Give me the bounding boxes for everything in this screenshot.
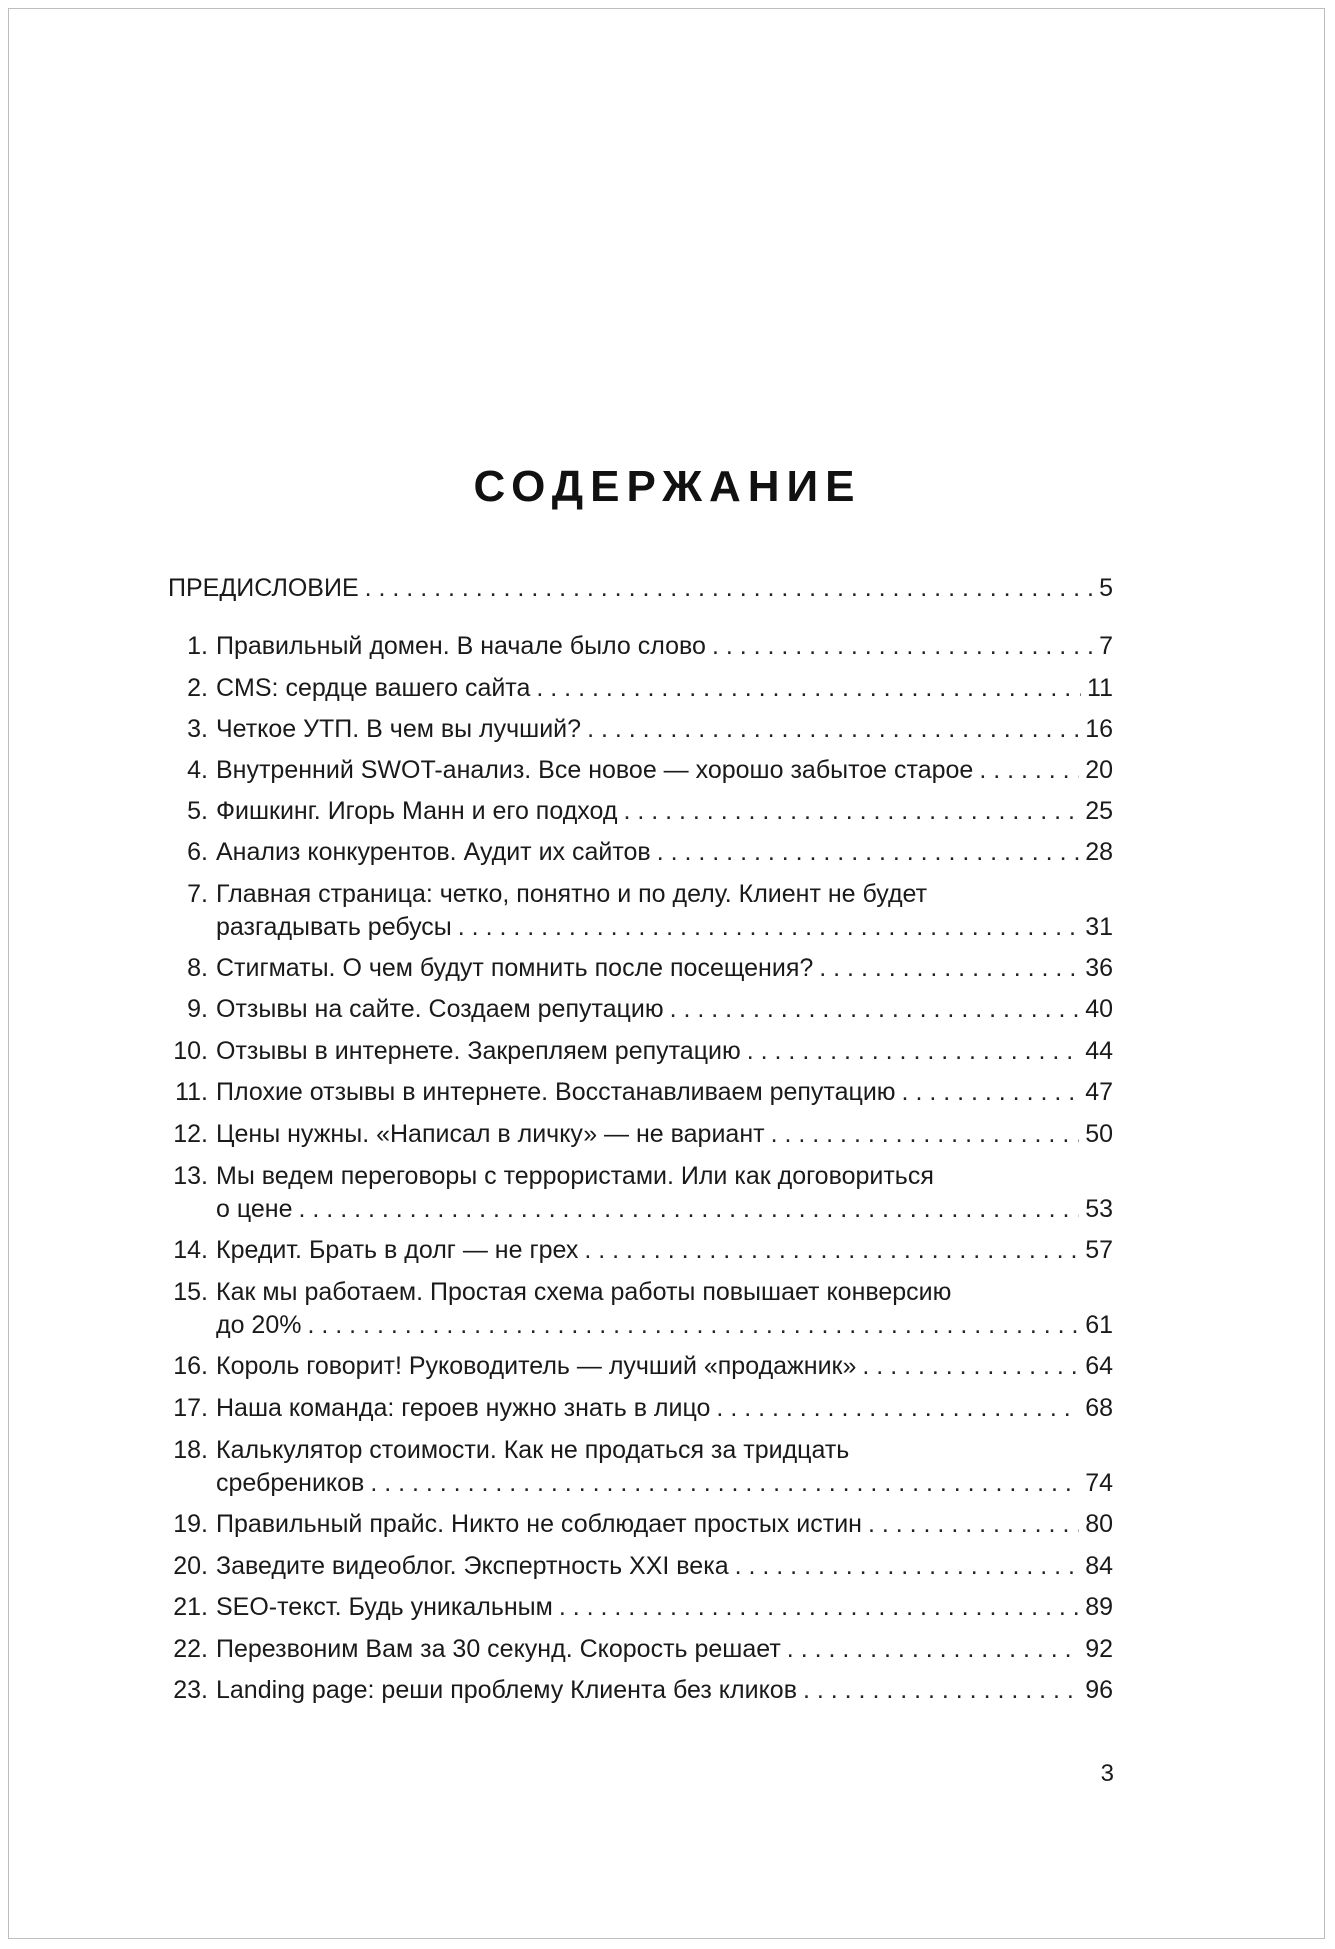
toc-entry-title: до 20% bbox=[216, 1311, 302, 1339]
toc-entry[interactable] bbox=[168, 754, 1113, 786]
leader-dots bbox=[862, 1350, 1079, 1382]
leader-dots bbox=[299, 1193, 1080, 1225]
toc-entry[interactable] bbox=[168, 1674, 1113, 1706]
toc-entry[interactable] bbox=[168, 952, 1113, 984]
toc-entry[interactable] bbox=[168, 1508, 1113, 1540]
leader-dots bbox=[735, 1550, 1080, 1582]
toc-entry-number: 15. bbox=[173, 1278, 208, 1306]
toc-entry-number: 22. bbox=[173, 1635, 208, 1663]
toc-entry[interactable] bbox=[168, 713, 1113, 745]
toc-entry[interactable] bbox=[168, 1591, 1113, 1623]
toc-entry-number: 19. bbox=[173, 1510, 208, 1538]
leader-dots bbox=[803, 1674, 1079, 1706]
toc-entry-page: 7 bbox=[1099, 632, 1113, 660]
toc-entry-page: 40 bbox=[1085, 995, 1113, 1023]
toc-entry-title: Цены нужны. «Написал в личку» — не вариант bbox=[216, 1120, 765, 1148]
toc-entry-page: 44 bbox=[1085, 1037, 1113, 1065]
toc-entry-page: 36 bbox=[1085, 954, 1113, 982]
leader-dots bbox=[657, 836, 1079, 868]
toc-entry-title: Заведите видеоблог. Экспертность XXI века bbox=[216, 1552, 729, 1580]
toc-entry[interactable] bbox=[168, 1035, 1113, 1067]
leader-dots bbox=[819, 952, 1079, 984]
leader-dots bbox=[370, 1467, 1079, 1499]
toc-entry-number: 23. bbox=[173, 1676, 208, 1704]
toc-entry-number: 10. bbox=[173, 1037, 208, 1065]
toc-entry-page: 89 bbox=[1085, 1593, 1113, 1621]
toc-entry-number: 5. bbox=[187, 797, 208, 825]
toc-entry[interactable] bbox=[168, 1633, 1113, 1665]
toc-entry-number: 2. bbox=[187, 674, 208, 702]
toc-entry-page: 68 bbox=[1085, 1394, 1113, 1422]
leader-dots bbox=[902, 1076, 1080, 1108]
toc-entry[interactable] bbox=[168, 993, 1113, 1025]
toc-entry[interactable] bbox=[168, 795, 1113, 827]
toc-entry-number: 20. bbox=[173, 1552, 208, 1580]
toc-entry-page: 61 bbox=[1085, 1311, 1113, 1339]
toc-entry[interactable] bbox=[168, 672, 1113, 704]
toc-entry-number: 7. bbox=[187, 880, 208, 908]
toc-entry-page: 28 bbox=[1085, 838, 1113, 866]
toc-entry-number: 4. bbox=[187, 756, 208, 784]
toc-entry[interactable] bbox=[168, 1392, 1113, 1424]
toc-entry-number: 17. bbox=[173, 1394, 208, 1422]
toc-entry-title: Четкое УТП. В чем вы лучший? bbox=[216, 715, 582, 743]
toc-entry-page: 11 bbox=[1087, 674, 1113, 702]
leader-dots bbox=[747, 1035, 1079, 1067]
leader-dots bbox=[868, 1508, 1079, 1540]
toc-entry-title: CMS: сердце вашего сайта bbox=[216, 674, 531, 702]
toc-entry-preface[interactable] bbox=[168, 572, 1113, 604]
toc-entry-page: 47 bbox=[1085, 1078, 1113, 1106]
toc-entry-number: 6. bbox=[187, 838, 208, 866]
toc-entry-title: Перезвоним Вам за 30 секунд. Скорость решает bbox=[216, 1635, 781, 1663]
toc-entry-title: SEO-текст. Будь уникальным bbox=[216, 1593, 553, 1621]
toc-entry-title-line1: Главная страница: четко, понятно и по делу. Клиент не будет bbox=[216, 880, 928, 908]
leader-dots bbox=[365, 572, 1093, 604]
toc-entry-title: Правильный домен. В начале было слово bbox=[216, 632, 706, 660]
toc-entry-page: 92 bbox=[1085, 1635, 1113, 1663]
toc-entry-number: 9. bbox=[187, 995, 208, 1023]
leader-dots bbox=[712, 630, 1093, 662]
toc-entry[interactable] bbox=[168, 1276, 1113, 1339]
toc-entry[interactable] bbox=[168, 878, 1113, 941]
toc-entry[interactable] bbox=[168, 1550, 1113, 1582]
toc-entry-title: Плохие отзывы в интернете. Восстанавливаем репутацию bbox=[216, 1078, 896, 1106]
leader-dots bbox=[670, 993, 1080, 1025]
toc-entry-page: 80 bbox=[1085, 1510, 1113, 1538]
toc-entry-page: 74 bbox=[1085, 1469, 1113, 1497]
leader-dots bbox=[771, 1118, 1080, 1150]
toc-entry-title: Стигматы. О чем будут помнить после посещения? bbox=[216, 954, 814, 982]
toc-entry[interactable] bbox=[168, 1118, 1113, 1150]
leader-dots bbox=[716, 1392, 1079, 1424]
toc-entry-title-line1: Калькулятор стоимости. Как не продаться за тридцать bbox=[216, 1436, 850, 1464]
toc-entry-title: Landing page: реши проблему Клиента без кликов bbox=[216, 1676, 797, 1704]
leader-dots bbox=[559, 1591, 1079, 1623]
toc-entry[interactable] bbox=[168, 1234, 1113, 1266]
toc-entry-title: Отзывы на сайте. Создаем репутацию bbox=[216, 995, 664, 1023]
toc-entry-number: 12. bbox=[173, 1120, 208, 1148]
leader-dots bbox=[584, 1234, 1079, 1266]
toc-entry-title: ПРЕДИСЛОВИЕ bbox=[168, 574, 359, 602]
toc-entry-page: 53 bbox=[1085, 1195, 1113, 1223]
toc-entry-title-line1: Мы ведем переговоры с террористами. Или как договориться bbox=[216, 1162, 934, 1190]
toc-entry[interactable] bbox=[168, 1350, 1113, 1382]
toc-entry-title: о цене bbox=[216, 1195, 293, 1223]
toc-entry-page: 57 bbox=[1085, 1236, 1113, 1264]
toc-entry-title: Правильный прайс. Никто не соблюдает простых истин bbox=[216, 1510, 862, 1538]
leader-dots bbox=[458, 911, 1079, 943]
toc-entry-page: 64 bbox=[1085, 1352, 1113, 1380]
toc-entry-title: разгадывать ребусы bbox=[216, 913, 452, 941]
toc-entry-title: Наша команда: героев нужно знать в лицо bbox=[216, 1394, 711, 1422]
page-number: 3 bbox=[1100, 1760, 1114, 1787]
toc-entry-page: 16 bbox=[1085, 715, 1113, 743]
toc-entry-title: Фишкинг. Игорь Манн и его подход bbox=[216, 797, 618, 825]
toc-entry-title: Король говорит! Руководитель — лучший «продажник» bbox=[216, 1352, 857, 1380]
toc-entry-number: 1. bbox=[187, 632, 208, 660]
toc-entry-page: 96 bbox=[1085, 1676, 1113, 1704]
toc-entry-page: 20 bbox=[1085, 756, 1113, 784]
page-title: СОДЕРЖАНИЕ bbox=[473, 462, 862, 511]
leader-dots bbox=[787, 1633, 1079, 1665]
toc-entry-number: 14. bbox=[173, 1236, 208, 1264]
toc-entry-title: Внутренний SWOT-анализ. Все новое — хорошо забытое старое bbox=[216, 756, 974, 784]
toc-entry-number: 16. bbox=[173, 1352, 208, 1380]
toc-entry-title: Отзывы в интернете. Закрепляем репутацию bbox=[216, 1037, 741, 1065]
toc-entry[interactable] bbox=[168, 1160, 1113, 1223]
toc-entry-number: 3. bbox=[187, 715, 208, 743]
toc-entry-title: сребреников bbox=[216, 1469, 365, 1497]
toc-entry-page: 5 bbox=[1099, 574, 1113, 602]
toc-entry-number: 18. bbox=[173, 1436, 208, 1464]
toc-entry-title: Кредит. Брать в долг — не грех bbox=[216, 1236, 579, 1264]
toc-entry-page: 84 bbox=[1085, 1552, 1113, 1580]
toc-entry[interactable] bbox=[168, 630, 1113, 662]
toc-entry[interactable] bbox=[168, 1076, 1113, 1108]
leader-dots bbox=[623, 795, 1079, 827]
toc-entry-number: 11. bbox=[175, 1078, 208, 1106]
toc-entry-page: 50 bbox=[1085, 1120, 1113, 1148]
leader-dots bbox=[536, 672, 1081, 704]
toc-entry-number: 13. bbox=[173, 1162, 208, 1190]
leader-dots bbox=[587, 713, 1079, 745]
leader-dots bbox=[979, 754, 1079, 786]
leader-dots bbox=[307, 1309, 1079, 1341]
toc-entry-title-line1: Как мы работаем. Простая схема работы повышает конверсию bbox=[216, 1278, 952, 1306]
toc-entry-number: 21. bbox=[173, 1593, 208, 1621]
toc-entry-page: 31 bbox=[1085, 913, 1113, 941]
toc-entry-title: Анализ конкурентов. Аудит их сайтов bbox=[216, 838, 651, 866]
toc-entry[interactable] bbox=[168, 1434, 1113, 1497]
toc-entry-page: 25 bbox=[1085, 797, 1113, 825]
toc-entry[interactable] bbox=[168, 836, 1113, 868]
toc-entry-number: 8. bbox=[187, 954, 208, 982]
